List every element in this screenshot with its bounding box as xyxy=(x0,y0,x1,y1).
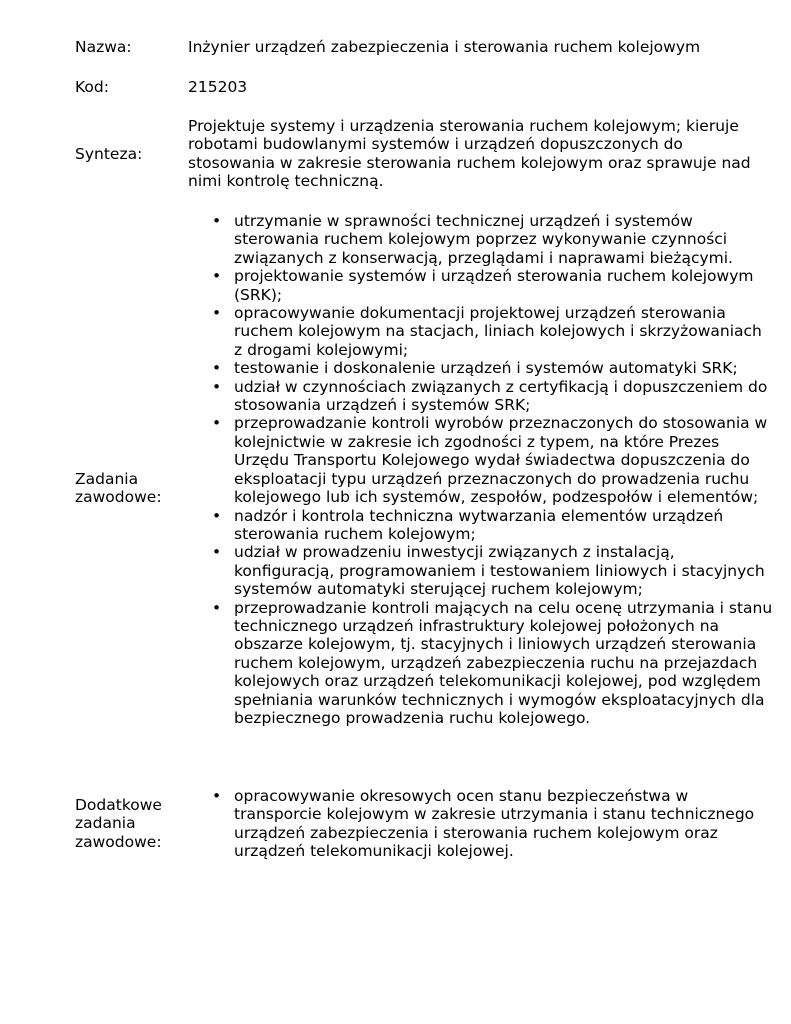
list-item: • udział w czynnościach związanych z certyfikacją i dopuszczeniem do stosowania urządzeń i systemów SRK; xyxy=(188,378,773,415)
list-item: • przeprowadzanie kontroli mających na celu ocenę utrzymania i stanu technicznego urządzeń infrastruktury kolejowej położonych na obszarze kolejowym, tj. stacyjnych i liniowych urządzeń sterowania ruchem kolejowym, urządzeń zabezpieczenia ruchu na przejazdach kolejowych oraz urządzeń telekomunikacji kolejowej, pod względem spełniania warunków technicznych i wymogów eksploatacyjnych dla bezpiecznego prowadzenia ruchu kolejowego. xyxy=(188,599,773,728)
list-item: • opracowywanie okresowych ocen stanu bezpieczeństwa w transporcie kolejowym w zakresie utrzymania i stanu technicznego urządzeń zabezpieczenia i sterowania ruchem kolejowym oraz urządzeń telekomunikacji kolejowej. xyxy=(188,787,773,861)
list-item: • opracowywanie dokumentacji projektowej urządzeń sterowania ruchem kolejowym na stacjach, liniach kolejowych i skrzyżowaniach z drogami kolejowymi; xyxy=(188,304,773,359)
additional-tasks-label: Dodatkowe zadania zawodowe: xyxy=(75,796,162,851)
name-value: Inżynier urządzeń zabezpieczenia i sterowania ruchem kolejowym xyxy=(188,38,701,56)
list-item: • projektowanie systemów i urządzeń sterowania ruchem kolejowym (SRK); xyxy=(188,267,773,304)
list-item: • utrzymanie w sprawności technicznej urządzeń i systemów sterowania ruchem kolejowym poprzez wykonywanie czynności związanych z konserwacją, przeglądami i naprawami bieżącymi. xyxy=(188,212,773,267)
synthesis-label: Synteza: xyxy=(75,145,143,163)
name-label: Nazwa: xyxy=(75,38,132,56)
code-value: 215203 xyxy=(188,78,248,96)
synthesis-value: Projektuje systemy i urządzenia sterowania ruchem kolejowym; kieruje robotami budowlanymi systemów i urządzeń dopuszczonych do stosowania w zakresie sterowania ruchem kolejowym oraz sprawuje nad nimi kontrolę techniczną. xyxy=(188,117,751,191)
list-item: • testowanie i doskonalenie urządzeń i systemów automatyki SRK; xyxy=(188,359,773,377)
list-item: • przeprowadzanie kontroli wyrobów przeznaczonych do stosowania w kolejnictwie w zakresie ich zgodności z typem, na które Prezes Urzędu Transportu Kolejowego wydał świadectwa dopuszczenia do eksploatacji typu urządzeń przeznaczonych do prowadzenia ruchu kolejowego lub ich systemów, zespołów, podzespołów i elementów; xyxy=(188,414,773,506)
code-label: Kod: xyxy=(75,78,109,96)
additional-tasks-list xyxy=(188,787,773,861)
tasks-list xyxy=(188,212,773,727)
tasks-label: Zadania zawodowe: xyxy=(75,470,162,507)
list-item: • udział w prowadzeniu inwestycji związanych z instalacją, konfiguracją, programowaniem i testowaniem liniowych i stacyjnych systemów automatyki sterującej ruchem kolejowym; xyxy=(188,543,773,598)
list-item: • nadzór i kontrola techniczna wytwarzania elementów urządzeń sterowania ruchem kolejowym; xyxy=(188,507,773,544)
